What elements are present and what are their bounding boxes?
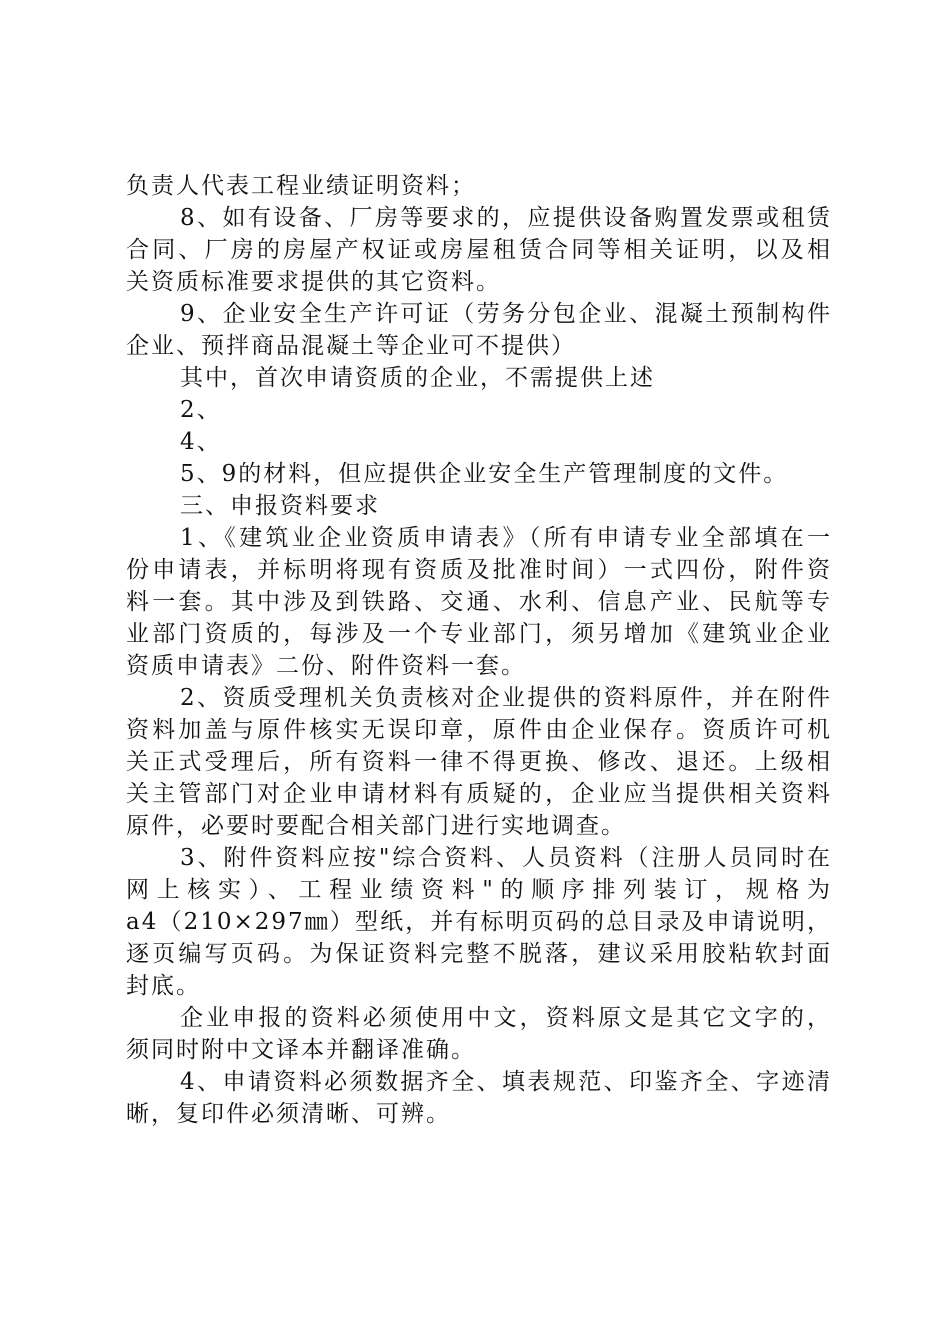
text-line: 8、如有设备、厂房等要求的，应提供设备购置发票或租赁 — [180, 205, 832, 231]
text-line: 其中，首次申请资质的企业，不需提供上述 — [180, 365, 655, 391]
text-line: 9、企业安全生产许可证（劳务分包企业、混凝土预制构件 — [180, 301, 832, 327]
text-line: 业部门资质的，每涉及一个专业部门，须另增加《建筑业企业 — [126, 621, 832, 647]
text-line: 晰，复印件必须清晰、可辨。 — [126, 1101, 451, 1127]
text-line: 须同时附中文译本并翻译准确。 — [126, 1037, 476, 1063]
text-line: 4、 — [180, 429, 222, 455]
section-heading: 三、申报资料要求 — [180, 493, 380, 519]
text-line: 2、 — [180, 397, 222, 423]
text-line: 2、资质受理机关负责核对企业提供的资料原件，并在附件 — [180, 685, 832, 711]
text-line: 逐页编写页码。为保证资料完整不脱落，建议采用胶粘软封面 — [126, 941, 832, 967]
text-line: a4（210×297㎜）型纸，并有标明页码的总目录及申请说明， — [126, 909, 832, 935]
text-line: 资料加盖与原件核实无误印章，原件由企业保存。资质许可机 — [126, 717, 832, 743]
text-line: 网上核实）、工程业绩资料"的顺序排列装订，规格为 — [126, 877, 832, 903]
text-line: 关正式受理后，所有资料一律不得更换、修改、退还。上级相 — [126, 749, 832, 775]
document-page — [126, 170, 832, 1130]
text-line: 封底。 — [126, 973, 201, 999]
text-line: 资质申请表》二份、附件资料一套。 — [126, 653, 526, 679]
text-line: 关资质标准要求提供的其它资料。 — [126, 269, 501, 295]
text-line: 负责人代表工程业绩证明资料； — [126, 173, 476, 199]
text-line: 料一套。其中涉及到铁路、交通、水利、信息产业、民航等专 — [126, 589, 832, 615]
text-line: 原件，必要时要配合相关部门进行实地调查。 — [126, 813, 626, 839]
text-line: 3、附件资料应按"综合资料、人员资料（注册人员同时在 — [180, 845, 832, 871]
text-line: 1、《建筑业企业资质申请表》（所有申请专业全部填在一 — [180, 525, 832, 551]
text-line: 关主管部门对企业申请材料有质疑的，企业应当提供相关资料 — [126, 781, 832, 807]
text-line: 企业、预拌商品混凝土等企业可不提供） — [126, 333, 576, 359]
text-line: 企业申报的资料必须使用中文，资料原文是其它文字的， — [180, 1005, 832, 1031]
text-line: 5、9的材料，但应提供企业安全生产管理制度的文件。 — [180, 461, 789, 487]
text-line: 合同、厂房的房屋产权证或房屋租赁合同等相关证明，以及相 — [126, 237, 832, 263]
text-line: 份申请表，并标明将现有资质及批准时间）一式四份，附件资 — [126, 557, 832, 583]
text-line: 4、申请资料必须数据齐全、填表规范、印鉴齐全、字迹清 — [180, 1069, 832, 1095]
